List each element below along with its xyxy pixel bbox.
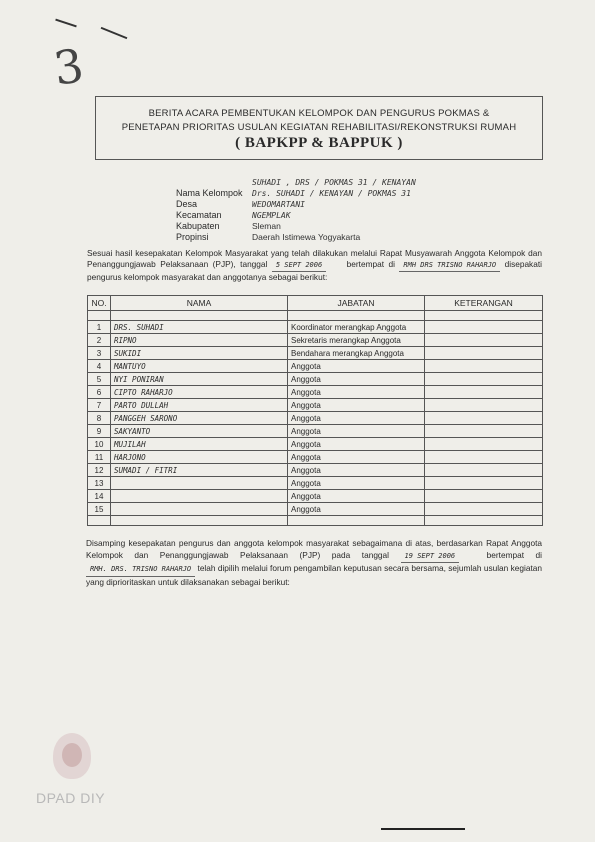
label-kabupaten: Kabupaten [176, 221, 220, 231]
cell-no: 8 [88, 412, 111, 425]
cell-jabatan: Anggota [288, 360, 425, 373]
table-row [88, 438, 543, 451]
paragraph-text: disepakati pengurus kelompok masyarakat dan anggotanya sebagai berikut: [87, 259, 542, 282]
table-row [88, 516, 543, 526]
paragraph-priority [86, 538, 542, 588]
handwritten-group-note: SUHADI , DRS / POKMAS 31 / KENAYAN [252, 178, 416, 187]
cell-keterangan [425, 451, 543, 464]
cell-nama [111, 490, 288, 503]
value-desa: WEDOMARTANI [252, 200, 305, 209]
cell-jabatan: Anggota [288, 503, 425, 516]
cell-jabatan: Anggota [288, 451, 425, 464]
cell-no: 12 [88, 464, 111, 477]
cell-nama: RIPNO [111, 334, 288, 347]
value-propinsi: Daerah Istimewa Yogyakarta [252, 232, 361, 242]
cell-keterangan [425, 503, 543, 516]
cell-keterangan [425, 347, 543, 360]
archive-seal-icon [53, 733, 91, 779]
cell-nama: MUJILAH [111, 438, 288, 451]
cell-keterangan [425, 334, 543, 347]
header-jabatan: JABATAN [288, 296, 425, 311]
cell-jabatan: Anggota [288, 425, 425, 438]
cell-jabatan: Bendahara merangkap Anggota [288, 347, 425, 360]
cell-nama: CIPTO RAHARJO [111, 386, 288, 399]
table-row [88, 477, 543, 490]
forum-place: RMH. DRS. TRISNO RAHARJO [86, 564, 195, 577]
paragraph-text: Sesuai hasil kesepakatan Kelompok Masyarakat yang telah dilakukan melalui Rapat Musyawarah Anggota Kelompok dan Penanggungjawab Pelaksanaan (PJP), tanggal [87, 248, 542, 269]
cell-keterangan [425, 373, 543, 386]
cell-jabatan: Anggota [288, 464, 425, 477]
cell-nama: SUMADI / FITRI [111, 464, 288, 477]
table-row [88, 347, 543, 360]
cell-keterangan [425, 386, 543, 399]
cell-keterangan [425, 399, 543, 412]
table-row [88, 334, 543, 347]
header-no: NO. [88, 296, 111, 311]
cell-nama: SUKIDI [111, 347, 288, 360]
label-desa: Desa [176, 199, 198, 209]
cell-no: 9 [88, 425, 111, 438]
cell-nama: PANGGEH SARONO [111, 412, 288, 425]
cell-no: 13 [88, 477, 111, 490]
pen-stroke [55, 19, 77, 28]
table-row [88, 425, 543, 438]
meeting-date: 5 SEPT 2006 [272, 260, 326, 272]
cell-keterangan [425, 360, 543, 373]
cell-jabatan: Anggota [288, 399, 425, 412]
cell-no: 6 [88, 386, 111, 399]
cell-no: 2 [88, 334, 111, 347]
cell-jabatan: Anggota [288, 477, 425, 490]
table-row [88, 412, 543, 425]
cell-nama: HARJONO [111, 451, 288, 464]
table-row [88, 360, 543, 373]
members-table [87, 295, 543, 526]
footer-rule [381, 828, 465, 830]
value-kabupaten: Sleman [252, 221, 281, 231]
paragraph-agreement [87, 248, 542, 283]
cell-jabatan: Anggota [288, 373, 425, 386]
cell-nama: NYI PONIRAN [111, 373, 288, 386]
cell-no: 5 [88, 373, 111, 386]
cell-no: 3 [88, 347, 111, 360]
paragraph-text: bertempat di [486, 549, 542, 560]
table-row [88, 451, 543, 464]
paragraph-text: Disamping kesepakatan pengurus dan anggota kelompok masyarakat sebagaimana di atas, berdasarkan Rapat Anggota Kelompok dan Penanggungjawab Pelaksanaan (PJP) pada tanggal [86, 538, 542, 560]
cell-keterangan [425, 490, 543, 503]
cell-jabatan: Anggota [288, 490, 425, 503]
cell-keterangan [425, 464, 543, 477]
table-row [88, 321, 543, 334]
cell-nama: SAKYANTO [111, 425, 288, 438]
cell-nama [111, 477, 288, 490]
cell-keterangan [425, 412, 543, 425]
label-kecamatan: Kecamatan [176, 210, 222, 220]
cell-nama [111, 503, 288, 516]
cell-no: 10 [88, 438, 111, 451]
cell-no: 15 [88, 503, 111, 516]
cell-no: 11 [88, 451, 111, 464]
value-kecamatan: NGEMPLAK [252, 211, 291, 220]
cell-no: 4 [88, 360, 111, 373]
cell-keterangan [425, 425, 543, 438]
forum-date: 19 SEPT 2006 [401, 551, 460, 564]
cell-jabatan: Koordinator merangkap Anggota [288, 321, 425, 334]
table-row [88, 503, 543, 516]
label-nama-kelompok: Nama Kelompok [176, 188, 243, 198]
table-row [88, 386, 543, 399]
cell-jabatan: Sekretaris merangkap Anggota [288, 334, 425, 347]
cell-no: 14 [88, 490, 111, 503]
meeting-place: RMH DRS TRISNO RAHARJO [399, 260, 500, 272]
paragraph-text: bertempat di [346, 259, 395, 269]
document-title-box [95, 96, 543, 160]
table-row [88, 464, 543, 477]
cell-nama: PARTO DULLAH [111, 399, 288, 412]
cell-nama: MANTUYO [111, 360, 288, 373]
table-row [88, 311, 543, 321]
cell-keterangan [425, 438, 543, 451]
cell-keterangan [425, 321, 543, 334]
cell-keterangan [425, 477, 543, 490]
table-row [88, 399, 543, 412]
value-nama-kelompok: Drs. SUHADI / KENAYAN / POKMAS 31 [252, 189, 411, 198]
group-info [176, 177, 416, 243]
archive-watermark: DPAD DIY [36, 790, 106, 806]
cell-no: 1 [88, 321, 111, 334]
pen-stroke [101, 27, 128, 39]
header-nama: NAMA [111, 296, 288, 311]
cell-jabatan: Anggota [288, 386, 425, 399]
cell-no: 7 [88, 399, 111, 412]
title-line-1: BERITA ACARA PEMBENTUKAN KELOMPOK DAN PENGURUS POKMAS & [148, 108, 490, 119]
table-row [88, 373, 543, 386]
cell-nama: DRS. SUHADI [111, 321, 288, 334]
cell-jabatan: Anggota [288, 438, 425, 451]
handwritten-page-mark: 3 [50, 38, 87, 96]
header-keterangan: KETERANGAN [425, 296, 543, 311]
title-line-2: PENETAPAN PRIORITAS USULAN KEGIATAN REHABILITASI/REKONSTRUKSI RUMAH [121, 122, 517, 133]
table-header-row [88, 296, 543, 311]
label-propinsi: Propinsi [176, 232, 209, 242]
cell-jabatan: Anggota [288, 412, 425, 425]
paragraph-text: telah dipilih melalui forum pengambilan keputusan secara bersama, sejumlah usulan kegiatan yang diprioritaskan untuk dilaksanakan sebagai berikut: [86, 563, 543, 587]
table-row [88, 490, 543, 503]
title-abbreviation: ( BAPKPP & BAPPUK ) [235, 135, 403, 151]
